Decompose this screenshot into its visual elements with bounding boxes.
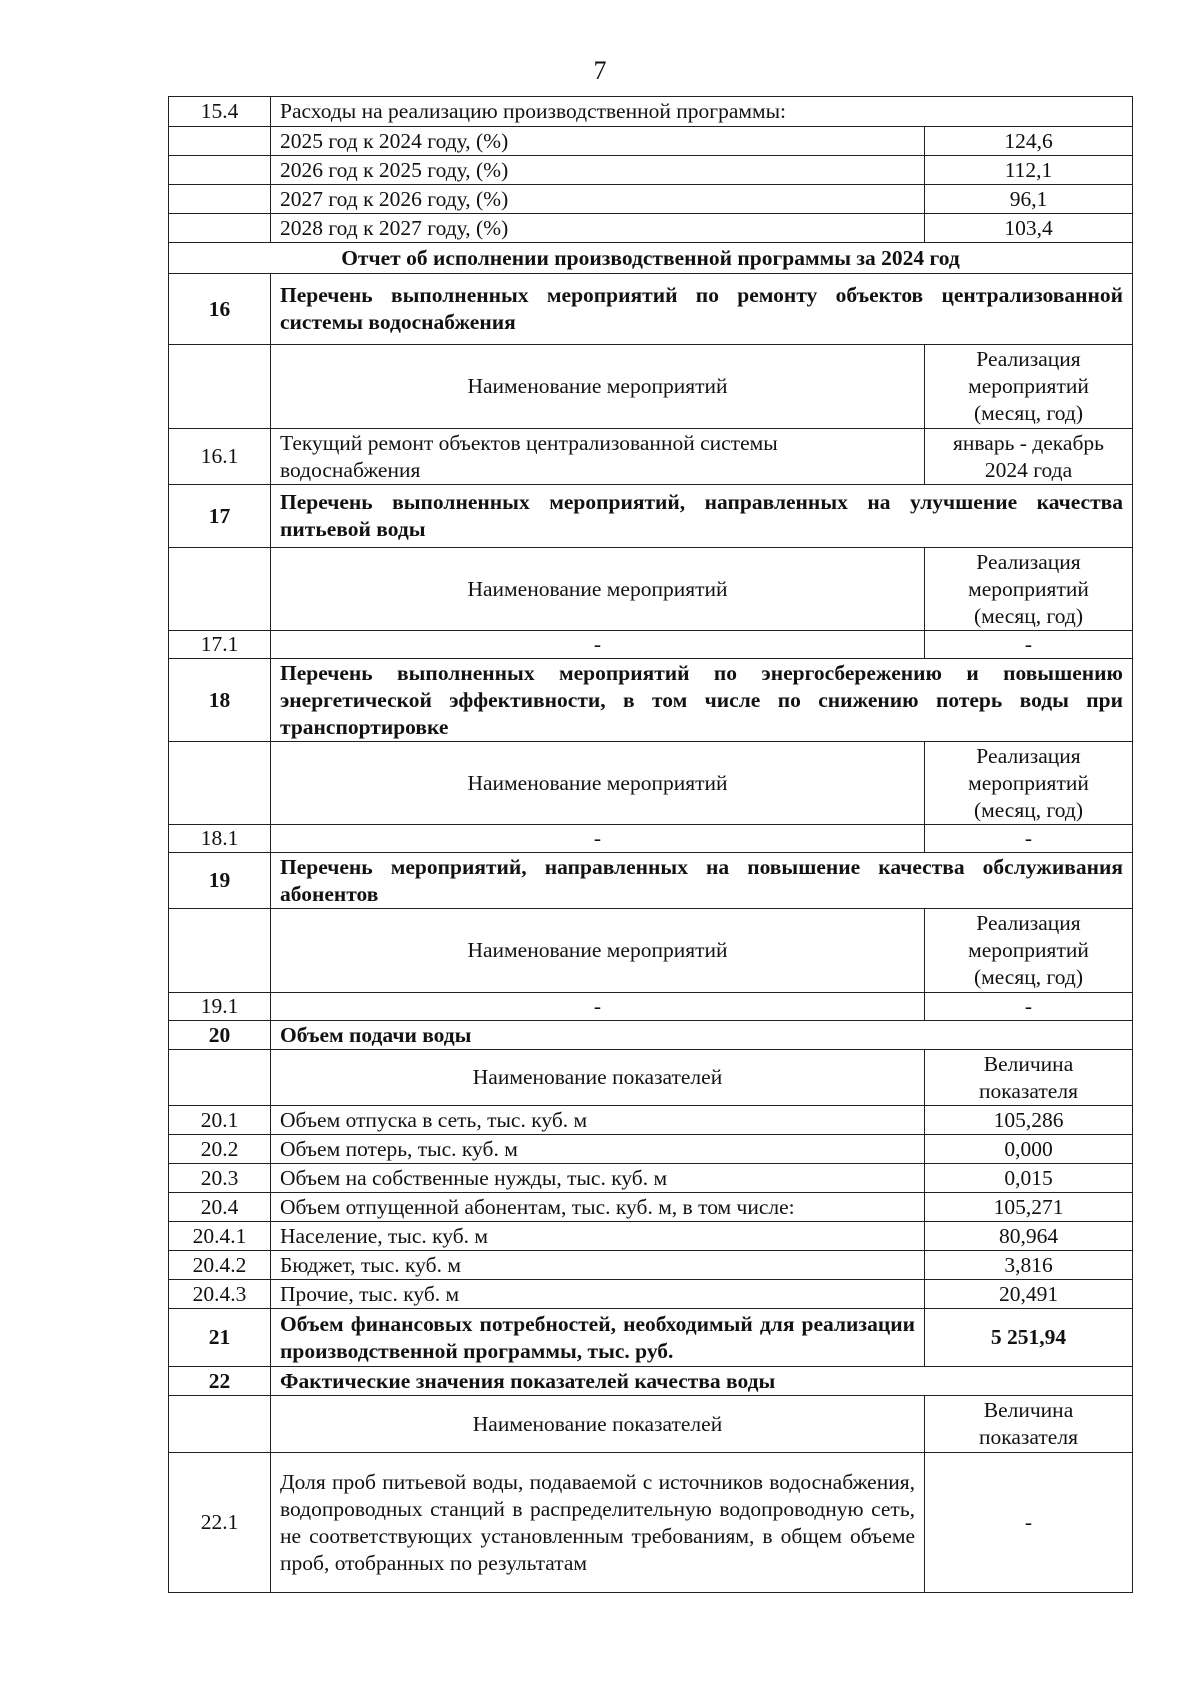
section-title: Перечень выполненных мероприятий по энергосбережению и повышению энергетической эффективности, в том числе по снижению потерь воды при транспортировке bbox=[271, 659, 1133, 742]
row-label: 2025 год к 2024 году, (%) bbox=[271, 127, 925, 156]
row-label: 2027 год к 2026 году, (%) bbox=[271, 185, 925, 214]
table-row bbox=[169, 1280, 1133, 1309]
table-header-row bbox=[169, 1396, 1133, 1453]
section-header bbox=[169, 659, 1133, 742]
row-number: 20.1 bbox=[169, 1106, 271, 1135]
table-row bbox=[169, 825, 1133, 853]
table-row bbox=[169, 631, 1133, 659]
section-header bbox=[169, 853, 1133, 909]
row-name: Население, тыс. куб. м bbox=[271, 1222, 925, 1251]
section-number: 17 bbox=[169, 485, 271, 548]
column-header-name: Наименование мероприятий bbox=[271, 742, 925, 825]
row-impl: - bbox=[925, 993, 1133, 1021]
row-impl: - bbox=[925, 825, 1133, 853]
row-impl: - bbox=[925, 631, 1133, 659]
section-title: Перечень мероприятий, направленных на повышение качества обслуживания абонентов bbox=[271, 853, 1133, 909]
row-number: 20.3 bbox=[169, 1164, 271, 1193]
column-header-value: Величина показателя bbox=[925, 1396, 1133, 1453]
table-row bbox=[169, 127, 1133, 156]
row-value: 3,816 bbox=[925, 1251, 1133, 1280]
column-header-value: Величина показателя bbox=[925, 1050, 1133, 1106]
row-value: 105,271 bbox=[925, 1193, 1133, 1222]
section-header bbox=[169, 274, 1133, 345]
section-number: 19 bbox=[169, 853, 271, 909]
row-label: 2028 год к 2027 году, (%) bbox=[271, 214, 925, 243]
report-title: Отчет об исполнении производственной программы за 2024 год bbox=[169, 243, 1133, 274]
section-number: 16 bbox=[169, 274, 271, 345]
section-header bbox=[169, 1021, 1133, 1050]
table-header-row bbox=[169, 742, 1133, 825]
table-row bbox=[169, 1135, 1133, 1164]
section-header bbox=[169, 485, 1133, 548]
page-number: 7 bbox=[593, 56, 607, 85]
table-row bbox=[169, 1106, 1133, 1135]
column-header-name: Наименование мероприятий bbox=[271, 345, 925, 429]
table-row bbox=[169, 185, 1133, 214]
row-name: Текущий ремонт объектов централизованной системы водоснабжения bbox=[271, 429, 925, 485]
row-value: 124,6 bbox=[925, 127, 1133, 156]
row-number: 15.4 bbox=[169, 97, 271, 127]
row-name: Бюджет, тыс. куб. м bbox=[271, 1251, 925, 1280]
row-value: 20,491 bbox=[925, 1280, 1133, 1309]
row-value: 0,000 bbox=[925, 1135, 1133, 1164]
row-name: Объем потерь, тыс. куб. м bbox=[271, 1135, 925, 1164]
row-value: 112,1 bbox=[925, 156, 1133, 185]
section-title: Объем подачи воды bbox=[271, 1021, 1133, 1050]
table-header-row bbox=[169, 345, 1133, 429]
row-number: 20.4.1 bbox=[169, 1222, 271, 1251]
column-header-impl: Реализация мероприятий (месяц, год) bbox=[925, 345, 1133, 429]
row-value: 5 251,94 bbox=[925, 1309, 1133, 1367]
row-name: Объем отпущенной абонентам, тыс. куб. м, в том числе: bbox=[271, 1193, 925, 1222]
row-value: - bbox=[925, 1453, 1133, 1593]
row-number: 20.2 bbox=[169, 1135, 271, 1164]
section-header bbox=[169, 1367, 1133, 1396]
row-name: - bbox=[271, 993, 925, 1021]
table-row bbox=[169, 1193, 1133, 1222]
row-impl: январь - декабрь 2024 года bbox=[925, 429, 1133, 485]
row-title: Расходы на реализацию производственной программы: bbox=[271, 97, 1133, 127]
column-header-impl: Реализация мероприятий (месяц, год) bbox=[925, 548, 1133, 631]
row-number: 19.1 bbox=[169, 993, 271, 1021]
table-header-row bbox=[169, 548, 1133, 631]
table-row bbox=[169, 1453, 1133, 1593]
table-row bbox=[169, 1222, 1133, 1251]
row-value: 0,015 bbox=[925, 1164, 1133, 1193]
row-name: - bbox=[271, 825, 925, 853]
column-header-name: Наименование мероприятий bbox=[271, 909, 925, 993]
row-number: 18.1 bbox=[169, 825, 271, 853]
table-row bbox=[169, 1164, 1133, 1193]
row-name: Доля проб питьевой воды, подаваемой с источников водоснабжения, водопроводных станций в распределительную водопроводную сеть, не соответствующих установленным требованиям, в общем объеме проб, отобранных по результатам bbox=[271, 1453, 925, 1593]
row-number: 20.4 bbox=[169, 1193, 271, 1222]
table-header-row bbox=[169, 1050, 1133, 1106]
column-header-name: Наименование показателей bbox=[271, 1396, 925, 1453]
section-title: Перечень выполненных мероприятий, направленных на улучшение качества питьевой воды bbox=[271, 485, 1133, 548]
row-value: 80,964 bbox=[925, 1222, 1133, 1251]
section-title: Фактические значения показателей качества воды bbox=[271, 1367, 1133, 1396]
table-header-row bbox=[169, 909, 1133, 993]
table-row bbox=[169, 97, 1133, 127]
column-header-impl: Реализация мероприятий (месяц, год) bbox=[925, 909, 1133, 993]
table-row bbox=[169, 1251, 1133, 1280]
section-header bbox=[169, 1309, 1133, 1367]
row-name: - bbox=[271, 631, 925, 659]
table-row bbox=[169, 156, 1133, 185]
table-row bbox=[169, 429, 1133, 485]
row-name: Прочие, тыс. куб. м bbox=[271, 1280, 925, 1309]
section-title: Перечень выполненных мероприятий по ремонту объектов централизованной системы водоснабжения bbox=[271, 274, 1133, 345]
table-row bbox=[169, 214, 1133, 243]
row-value: 105,286 bbox=[925, 1106, 1133, 1135]
row-value: 96,1 bbox=[925, 185, 1133, 214]
program-table bbox=[168, 96, 1133, 1593]
section-number: 22 bbox=[169, 1367, 271, 1396]
row-label: 2026 год к 2025 году, (%) bbox=[271, 156, 925, 185]
row-name: Объем отпуска в сеть, тыс. куб. м bbox=[271, 1106, 925, 1135]
table-row bbox=[169, 243, 1133, 274]
row-number: 17.1 bbox=[169, 631, 271, 659]
section-number: 20 bbox=[169, 1021, 271, 1050]
row-name: Объем на собственные нужды, тыс. куб. м bbox=[271, 1164, 925, 1193]
column-header-impl: Реализация мероприятий (месяц, год) bbox=[925, 742, 1133, 825]
section-title: Объем финансовых потребностей, необходимый для реализации производственной программы, тыс. руб. bbox=[271, 1309, 925, 1367]
row-value: 103,4 bbox=[925, 214, 1133, 243]
row-number: 16.1 bbox=[169, 429, 271, 485]
row-number: 20.4.2 bbox=[169, 1251, 271, 1280]
section-number: 18 bbox=[169, 659, 271, 742]
section-number: 21 bbox=[169, 1309, 271, 1367]
column-header-name: Наименование показателей bbox=[271, 1050, 925, 1106]
table-row bbox=[169, 993, 1133, 1021]
row-number: 22.1 bbox=[169, 1453, 271, 1593]
row-number: 20.4.3 bbox=[169, 1280, 271, 1309]
column-header-name: Наименование мероприятий bbox=[271, 548, 925, 631]
